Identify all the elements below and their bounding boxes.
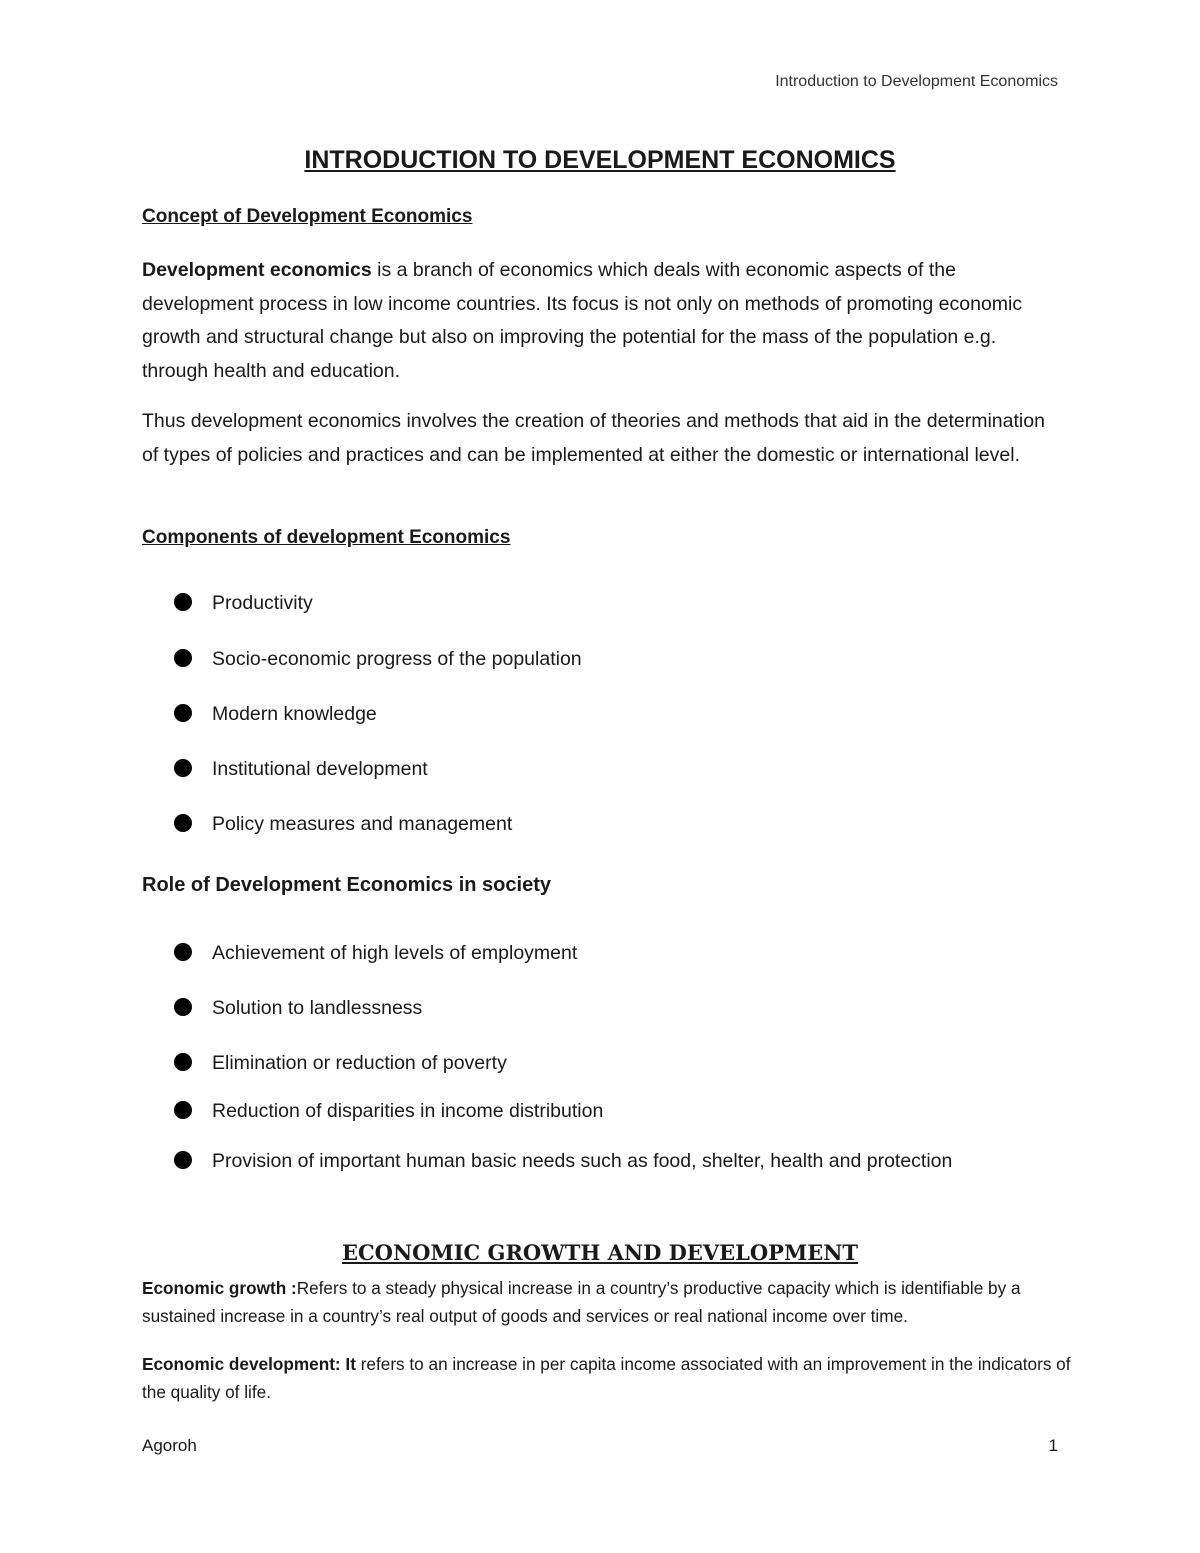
concept-paragraph-1 <box>142 254 1062 388</box>
bullet-icon <box>174 814 192 832</box>
bullet-icon <box>174 759 192 777</box>
list-item-text: Institutional development <box>212 758 428 780</box>
list-item-text: Reduction of disparities in income distribution <box>212 1100 604 1122</box>
economic-development-definition <box>142 1350 1072 1406</box>
list-item <box>174 811 512 837</box>
list-item-text: Modern knowledge <box>212 703 377 725</box>
bullet-icon <box>174 593 192 611</box>
list-item-text: Provision of important human basic needs such as food, shelter, health and protection <box>212 1150 953 1172</box>
list-item <box>174 1148 952 1174</box>
list-item <box>174 1050 507 1076</box>
economic-growth-text: Refers to a steady physical increase in a country’s productive capacity which is identifiable by a sustained increase in a country’s real output of goods and services or real national income over time. <box>142 1278 1021 1326</box>
economic-growth-term: Economic growth : <box>142 1278 297 1298</box>
bullet-icon <box>174 1053 192 1071</box>
list-item <box>174 1098 603 1124</box>
bullet-icon <box>174 998 192 1016</box>
list-item <box>174 701 377 727</box>
economic-growth-definition <box>142 1274 1072 1330</box>
document-title: INTRODUCTION TO DEVELOPMENT ECONOMICS <box>304 146 896 174</box>
list-item <box>174 590 313 616</box>
list-item-text: Elimination or reduction of poverty <box>212 1052 507 1074</box>
concept-paragraph-1-text: is a branch of economics which deals with economic aspects of the development process in low income countries. Its focus is not only on methods of promoting economic growth and structural change but also on improving the potential for the mass of the population e.g. through health and education. <box>142 259 1023 382</box>
growth-development-heading: ECONOMIC GROWTH AND DEVELOPMENT <box>341 1240 859 1265</box>
bullet-icon <box>174 649 192 667</box>
list-item-text: Achievement of high levels of employment <box>212 942 578 964</box>
bullet-icon <box>174 704 192 722</box>
economic-development-term: Economic development: It <box>142 1354 356 1374</box>
list-item-text: Policy measures and management <box>212 813 513 835</box>
role-heading: Role of Development Economics in society <box>142 874 551 896</box>
footer-page-number: 1 <box>1048 1436 1058 1455</box>
list-item <box>174 756 428 782</box>
economic-development-text: refers to an increase in per capita income associated with an improvement in the indicators of the quality of life. <box>142 1354 1071 1402</box>
bullet-icon <box>174 1101 192 1119</box>
list-item-text: Productivity <box>212 592 313 614</box>
concept-term: Development economics <box>142 259 372 281</box>
running-header: Introduction to Development Economics <box>775 73 1058 90</box>
bullet-icon <box>174 1151 192 1169</box>
list-item-text: Solution to landlessness <box>212 997 423 1019</box>
list-item-text: Socio-economic progress of the population <box>212 648 582 670</box>
components-heading: Components of development Economics <box>142 527 511 548</box>
footer-author: Agoroh <box>142 1436 197 1455</box>
bullet-icon <box>174 943 192 961</box>
list-item <box>174 940 577 966</box>
concept-paragraph-2: Thus development economics involves the creation of theories and methods that aid in the determination of types of policies and practices and can be implemented at either the domestic or international level. <box>142 410 1045 466</box>
list-item <box>174 646 582 672</box>
concept-heading: Concept of Development Economics <box>142 206 473 227</box>
list-item <box>174 995 422 1021</box>
